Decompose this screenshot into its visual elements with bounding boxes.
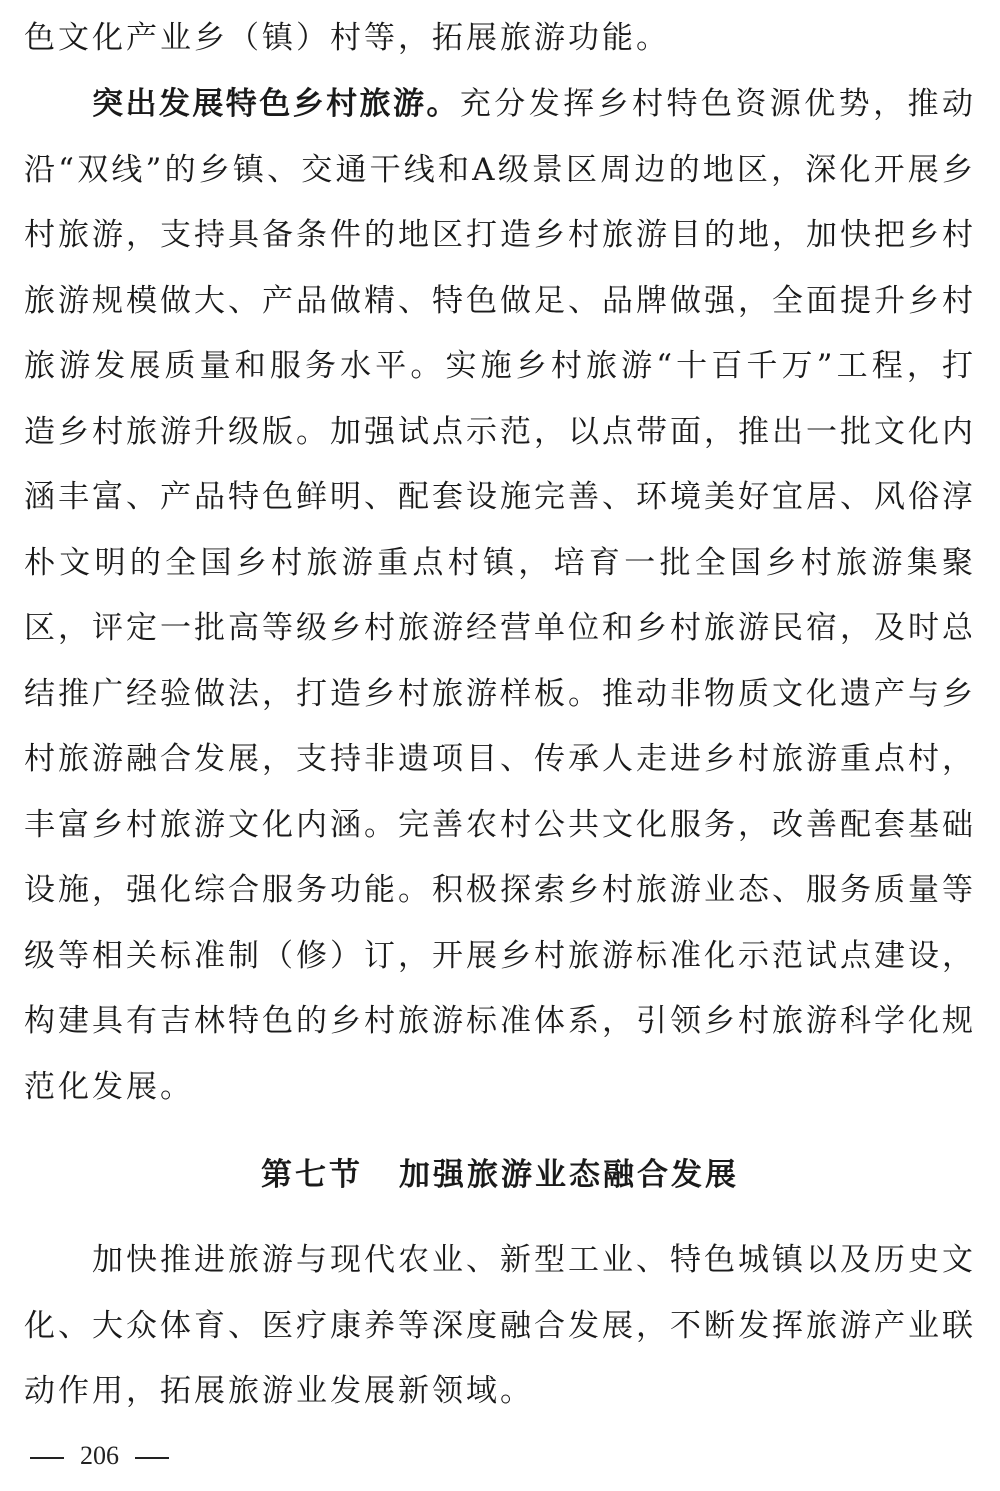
section-title: 加强旅游业态融合发展 [399, 1157, 739, 1193]
section-heading [0, 1147, 1000, 1203]
paragraph-fusion [24, 1228, 976, 1425]
paragraph-lead-bold: 突出发展特色乡村旅游。 [92, 86, 460, 122]
paragraph-text: 加快推进旅游与现代农业、新型工业、特色城镇以及历史文化、大众体育、医疗康养等深度融合发展，不断发挥旅游产业联动作用，拓展旅游业发展新领域。 [24, 1242, 976, 1409]
section-number: 第七节 [261, 1157, 363, 1193]
paragraph-text: 色文化产业乡（镇）村等，拓展旅游功能。 [24, 20, 670, 56]
paragraph-rural-tourism [24, 72, 976, 1132]
page-number: 206 [80, 1441, 119, 1470]
paragraph-continuation [24, 6, 976, 72]
footer-dash-left [30, 1457, 64, 1459]
footer-dash-right [135, 1457, 169, 1459]
paragraph-text: 充分发挥乡村特色资源优势，推动沿“双线”的乡镇、交通干线和A级景区周边的地区，深化开展乡村旅游，支持具备条件的地区打造乡村旅游目的地，加快把乡村旅游规模做大、产品做精、特色做足、品牌做强，全面提升乡村旅游发展质量和服务水平。实施乡村旅游“十百千万”工程，打造乡村旅游升级版。加强试点示范，以点带面，推出一批文化内涵丰富、产品特色鲜明、配套设施完善、环境美好宜居、风俗淳朴文明的全国乡村旅游重点村镇，培育一批全国乡村旅游集聚区，评定一批高等级乡村旅游经营单位和乡村旅游民宿，及时总结推广经验做法，打造乡村旅游样板。推动非物质文化遗产与乡村旅游融合发展，支持非遗项目、传承人走进乡村旅游重点村，丰富乡村旅游文化内涵。完善农村公共文化服务，改善配套基础设施，强化综合服务功能。积极探索乡村旅游业态、服务质量等级等相关标准制（修）订，开展乡村旅游标准化示范试点建设，构建具有吉林特色的乡村旅游标准体系，引领乡村旅游科学化规范化发展。 [24, 86, 977, 1105]
page-footer [30, 1436, 169, 1476]
